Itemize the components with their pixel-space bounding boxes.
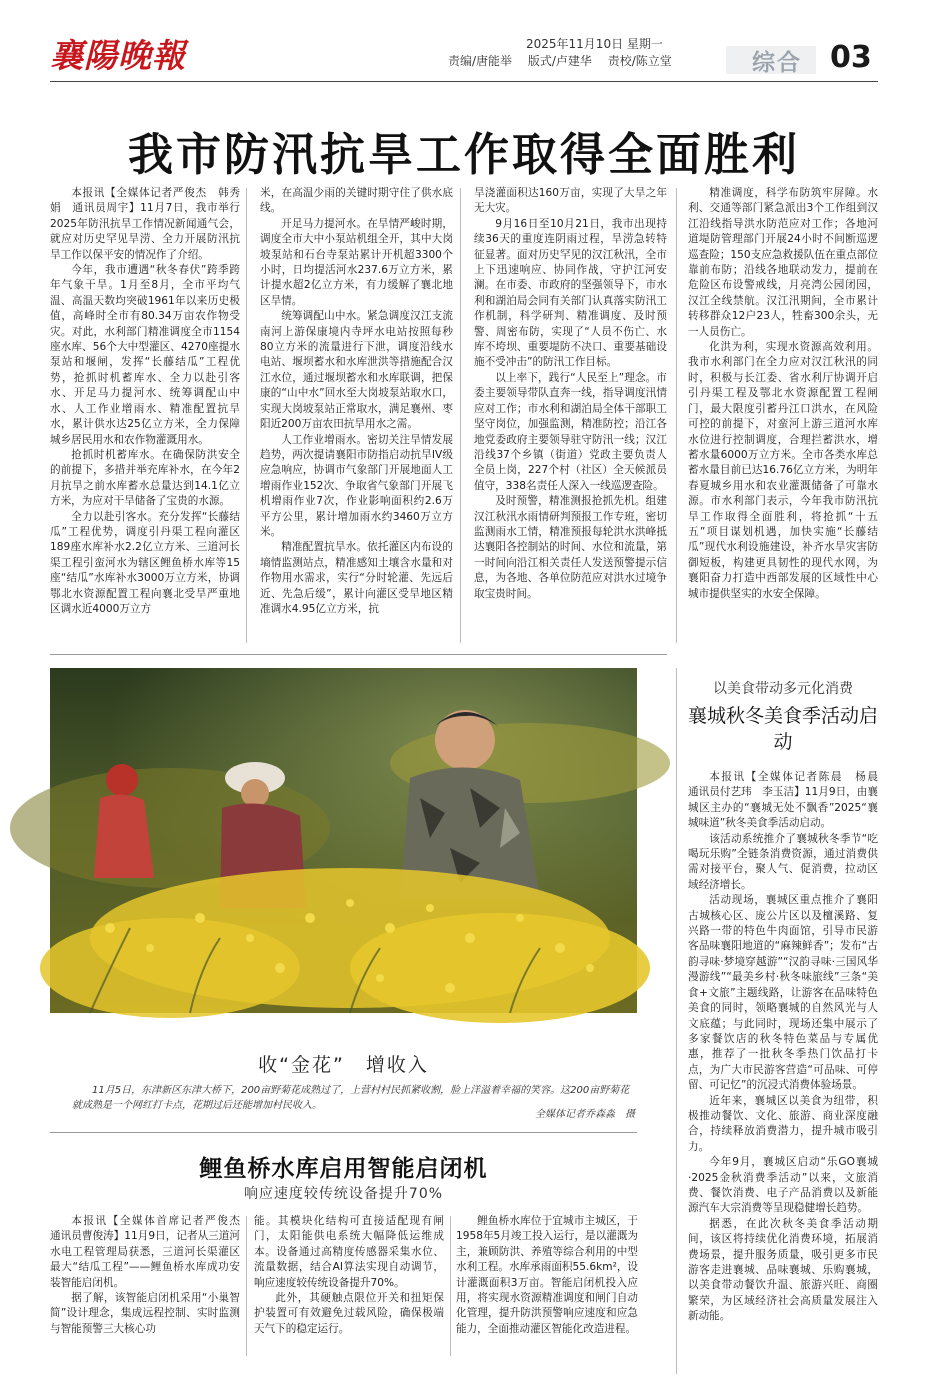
article3-title: 襄城秋冬美食季活动启动	[688, 705, 879, 753]
staff-credits	[448, 53, 684, 70]
chrysanthemum-harvest-photo	[50, 668, 637, 1013]
paragraph: 化洪为利，实现水资源高效利用。我市水利部门在全力应对汉江秋汛的同时，积极与长江委、省水利厅协调开启引丹渠工程及鄂北水资源配置工程闸门，最大限度引蓄丹江口洪水，在风险可控的前提下，对蛮河上游三道河水库水位进行控制调度，合理拦蓄洪水，增蓄水量6000万立方米。全市各类水库总蓄水量目前已达16.76亿立方米，为明年春夏城乡用水和农业灌溉储备了可靠水源。市水利部门表示，今年我市防汛抗旱工作取得全面胜利，将抢抓“十五五”项目谋划机遇，加快实施“长藤结瓜”现代水利设施建设，补齐水旱灾害防御短板，构建更具韧性的现代水网，为襄阳奋力打造中西部发展的区域性中心城市提供坚实的水安全保障。	[688, 341, 878, 600]
article2-subtitle: 响应速度较传统设备提升70%	[243, 1186, 444, 1202]
article1-col2	[260, 186, 453, 646]
newspaper-logo: 襄陽晚報	[50, 36, 186, 75]
section-name: 综合	[752, 50, 802, 76]
paragraph: 据了解，该智能启闭机采用“小巢智简”设计理念，集成远程控制、实时监测与智能预警三大核心功	[50, 1292, 240, 1335]
paragraph: 米，在高温少雨的关键时期守住了供水底线。	[260, 187, 453, 215]
paragraph: 该活动系统推介了襄城秋冬季节“吃喝玩乐购”全链条消费资源，通过消费供需对接平台，聚人气、促消费，拉动区域经济增长。	[688, 832, 878, 891]
issue-date: 2025年11月10日 星期一	[526, 37, 663, 51]
paragraph: 精准调度，科学布防筑牢屏障。水利、交通等部门紧急派出3个工作组到汉江沿线指导洪水防范应对工作；各地河道堤防管理部门开展24小时不间断巡逻巡查险；150支应急救援队伍在重点部位靠前布防；沿线各地联动发力，提前在危险区布设警戒线，月亮湾公园闭园，汉江全线禁航。汉江汛期间，全市累计转移群众12户23人，牲畜300余头，无一人员伤亡。	[688, 187, 878, 338]
editor-credit: 责编/唐能举	[448, 54, 513, 68]
paragraph: 活动现场，襄城区重点推介了襄阳古城核心区、庞公片区以及檀溪路、复兴路一带的特色牛肉面馆，引导市民游客品味襄阳地道的“麻辣鲜香”；发布“古韵寻味·梦境穿越游”“汉韵寻味·三国风华漫游线”“最美乡村·秋冬味旅线”三条“美食+文旅”主题线路，让游客在品味特色美食的同时，领略襄城的自然风光与人文底蕴；与此同时，现场还集中展示了多家餐饮店的秋冬特色菜品与专属优惠，推荐了一批秋冬季热门饮品打卡点，为广大市民游客营造“可品味、可停留、可记忆”的沉浸式消费体验场景。	[688, 894, 878, 1092]
article1-col1	[50, 186, 240, 646]
main-headline: 我市防汛抗旱工作取得全面胜利	[127, 128, 800, 181]
issue-meta	[448, 36, 684, 70]
column-divider	[676, 188, 677, 643]
article1-col3	[474, 186, 667, 646]
paragraph: 今年9月，襄城区启动“乐GO襄城·2025金秋消费季活动”以来，文旅消费、餐饮消费、电子产品消费以及新能源汽车大宗消费等呈现稳健增长趋势。	[688, 1156, 878, 1215]
photo-caption: 11月5日，东津新区东津大桥下，200亩野菊花成熟过了，上营村村民抓紧收割，脸上洋溢着幸福的笑容。这200亩野菊花就成熟是一个网红打卡点，花期过后还能增加村民收入。	[72, 1085, 630, 1111]
paragraph: 以上率下，践行“人民至上”理念。市委主要领导带队直奔一线，指导调度汛情应对工作；市水利和湖泊局全体干部职工坚守岗位，加强监测，精准防控；沿江各地党委政府主要领导驻守防汛一线；汉江沿线37个乡镇（街道）党政主要负责人全员上岗，227个村（社区）全天候派员值守，338名责任人深入一线巡逻查险。	[474, 371, 667, 492]
paragraph: 及时预警，精准测报抢抓先机。组建汉江秋汛水雨情研判预报工作专班，密切监测雨水工情，精准预报每轮洪水洪峰抵达襄阳各控制站的时间、水位和流量，第一时间向沿江相关责任人发送预警提示信息，为各地、各单位防范应对洪水过境争取宝贵时间。	[474, 495, 667, 600]
paragraph: 全力以赴引客水。充分发挥“长藤结瓜”工程优势，调度引丹渠工程向灌区189座水库补水2.2亿立方米、三道河长渠工程引蛮河水为辖区鲤鱼桥水库等15座“结瓜”水库补水3000万立方米，协调鄂北水资源配置工程向襄北受旱严重地区调水近4000万立方	[50, 510, 240, 615]
section-rule	[50, 654, 667, 655]
paragraph: 鲤鱼桥水库位于宜城市主城区，于1958年5月竣工投入运行，是以灌溉为主，兼顾防洪、养殖等综合利用的中型水利工程。水库承雨面积55.6km²，设计灌溉面积3万亩。智能启闭机投入应用，将实现水资源精准调度和闸门自动化管理，提升防洪预警响应速度和应急能力，全面推动灌区智能化改造进程。	[456, 1215, 639, 1335]
paragraph: 人工作业增雨水。密切关注旱情发展趋势，两次提请襄阳市防指启动抗旱IV级应急响应，协调市气象部门开展地面人工增雨作业152次、争取省气象部门开展飞机增雨作业7次，作业影响面积约2.6万平方公里，累计增加雨水约3460万立方米。	[260, 433, 453, 538]
masthead	[0, 0, 928, 80]
column-divider	[246, 188, 247, 643]
photo-caption-title: 收“金花” 增收入	[258, 1054, 429, 1076]
article3-kicker: 以美食带动多元化消费	[713, 681, 853, 697]
paragraph: 开足马力提河水。在旱情严峻时期，调度全市大中小泵站机组全开，其中大岗坡泵站和石台寺泵站累计开机超3300个小时，日均提活河水237.6万立方米，累计提水超2亿立方米，有力缓解了襄北地区旱情。	[260, 217, 453, 307]
paragraph: 能。其模块化结构可直接适配现有闸门，太阳能供电系统大幅降低运维成本。设备通过高精度传感器采集水位、流量数据，结合AI算法实现自动调节，响应速度较传统设备提升70%。	[254, 1215, 444, 1289]
column-divider	[676, 668, 677, 1374]
paragraph: 抢抓时机蓄库水。在确保防洪安全的前提下，多措并举充库补水，在今年2月抗旱之前水库蓄水总量达到14.1亿立方米，为应对干旱储备了宝贵的水源。	[50, 448, 240, 508]
paragraph: 本报讯【全媒体记者严俊杰 韩秀娟 通讯员周宇】11月7日，我市举行2025年防汛抗旱工作情况新闻通气会，就应对历史罕见旱涝、全力开展防汛抗旱工作以保平安的情况作了介绍。	[50, 187, 240, 261]
article2-col2	[254, 1214, 444, 1374]
paragraph: 旱浇灌面积达160万亩，实现了大旱之年无大灾。	[474, 187, 667, 215]
article1-col4	[688, 186, 878, 646]
paragraph: 此外，其硬触点限位开关和扭矩保护装置可有效避免过载风险，确保极端天气下的稳定运行。	[254, 1292, 444, 1335]
paragraph: 今年，我市遭遇“秋冬春伏”跨季跨年气象干旱。1月至8月，全市平均气温、高温天数均突破1961年以来历史极值，高峰时全市有80.34万亩农作物受灾。对此，水利部门精准调度全市1154座水库、56个大中型灌区、4270座提水泵站和堰闸，发挥“长藤结瓜”工程优势，抢抓时机蓄库水、全力以赴引客水、开足马力提河水、统筹调配山中水、人工作业增雨水、精准配置抗旱水，累计供水达25亿立方米，全力保障城乡居民用水和农作物灌溉用水。	[50, 264, 240, 446]
paragraph: 本报讯【全媒体首席记者严俊杰 通讯员曹俊涛】11月9日，记者从三道河水电工程管理局获悉，三道河长渠灌区最大“结瓜工程”——鲤鱼桥水库成功安装智能启闭机。	[50, 1215, 251, 1289]
paragraph: 精准配置抗旱水。依托灌区内布设的墒情监测站点，精准感知土壤含水量和对作物用水需求，实行“分时轮灌、先远后近、先急后缓”，累计向灌区受旱地区精准调水4.95亿立方米，抗	[260, 541, 453, 615]
page-number: 03	[830, 40, 872, 75]
article2-col1	[50, 1214, 251, 1374]
article2-title: 鲤鱼桥水库启用智能启闭机	[199, 1155, 488, 1182]
paragraph: 统筹调配山中水。紧急调度汉江支流南河上游保康境内寺坪水电站按照每秒80立方米的流量进行下泄，调度沿线水电站、堰坝蓄水和水库泄洪等措施配合汉江水位，通过堰坝蓄水和水库联调，把保康的“山中水”回水至大岗坡泵站取水口，实现大岗坡泵站正常取水，满足襄州、枣阳近200万亩农田抗旱用水之需。	[260, 310, 453, 431]
paragraph: 据悉，在此次秋冬美食季活动期间，该区将持续优化消费环境，拓展消费场景，提升服务质量，吸引更多市民游客走进襄城、品味襄城、乐购襄城，以美食带动餐饮升温、旅游兴旺、商圈繁荣，为区域经济社会高质量发展注入新动能。	[688, 1217, 878, 1323]
paragraph: 本报讯【全媒体记者陈晨 杨晨 通讯员付艺玮 李玉洁】11月9日，由襄城区主办的“襄城无处不飘香”2025“襄城味道”秋冬美食季活动启动。	[688, 771, 889, 830]
paragraph: 9月16日至10月21日，我市出现持续36天的重度连阴雨过程，旱涝急转特征显著。面对历史罕见的汉江秋汛，全市上下迅速响应、协同作战，守护江河安澜。在市委、市政府的坚强领导下，市水利和湖泊局会同有关部门认真落实防汛工作机制，科学研判、精准调度、及时预警、周密布防，实现了“人员不伤亡、水库不垮坝、重要堤防不决口、重要基础设施不受冲击”的防汛工作目标。	[474, 217, 667, 369]
proof-credit: 责校/陈立堂	[607, 54, 672, 68]
column-divider	[460, 188, 461, 643]
article3-body	[688, 770, 889, 1374]
paragraph: 近年来，襄城区以美食为纽带，积极推动餐饮、文化、旅游、商业深度融合，持续释放消费潜力，提升城市吸引力。	[688, 1094, 878, 1153]
layout-credit: 版式/卢建华	[527, 54, 592, 68]
article2-col3	[456, 1214, 638, 1374]
masthead-rule	[50, 81, 878, 82]
column-divider	[450, 1216, 451, 1356]
column-divider	[246, 1216, 247, 1356]
photo-credit: 全媒体记者乔森淼 摄	[535, 1109, 635, 1120]
section-rule	[50, 1132, 637, 1133]
